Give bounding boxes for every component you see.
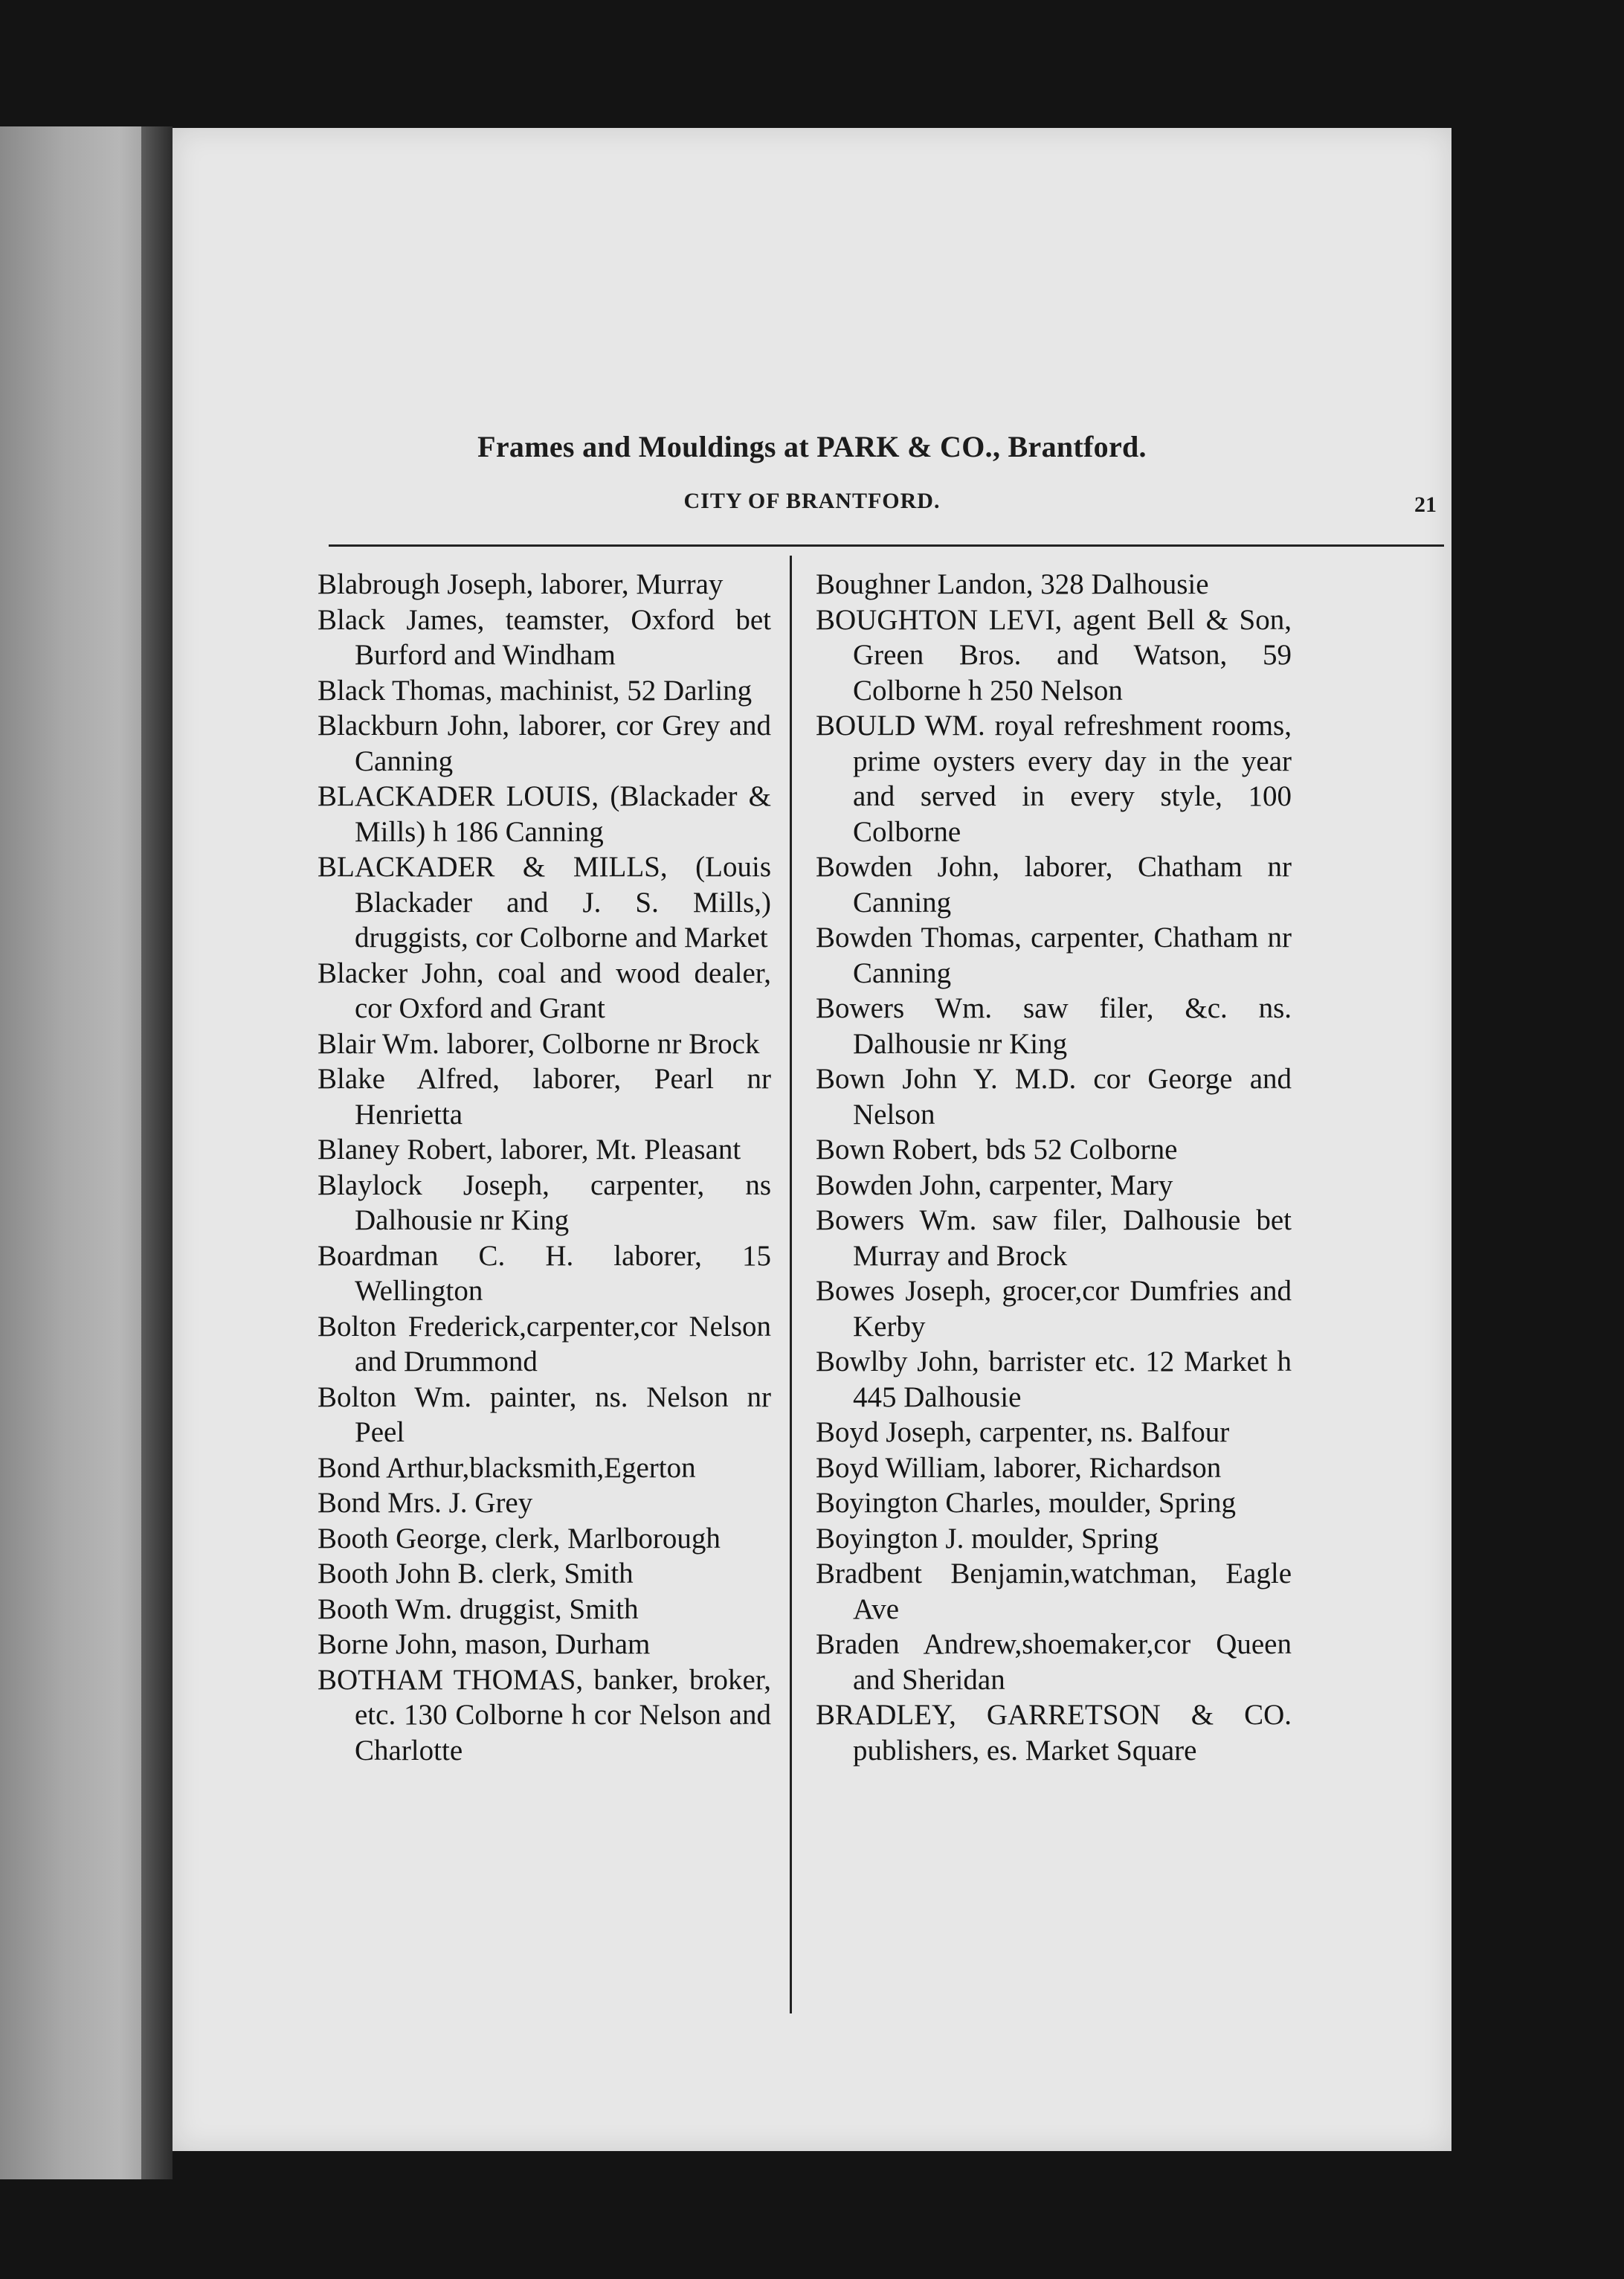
directory-entry: Bolton Frederick,carpenter,cor Nelson and Drummond [318, 1310, 771, 1378]
directory-entry: Bolton Wm. painter, ns. Nelson nr Peel [318, 1380, 771, 1448]
directory-entry: BOUGHTON LEVI, agent Bell & Son, Green Bros. and Watson, 59 Colborne h 250 Nelson [816, 603, 1292, 707]
directory-entry: Bowlby John, barrister etc. 12 Market h 445 Dalhousie [816, 1346, 1292, 1413]
left-column [318, 567, 771, 1768]
page-number: 21 [1414, 492, 1437, 517]
directory-entry: Blaney Robert, laborer, Mt. Pleasant [318, 1134, 741, 1166]
directory-entry: Boughner Landon, 328 Dalhousie [816, 568, 1209, 600]
directory-entry: Bowden Thomas, carpenter, Chatham nr Canning [816, 922, 1292, 989]
directory-entry: Blabrough Joseph, laborer, Murray [318, 568, 724, 600]
directory-entry: Boyington Charles, moulder, Spring [816, 1487, 1236, 1519]
column-divider [790, 556, 792, 2013]
directory-entry: Bown John Y. M.D. cor George and Nelson [816, 1063, 1292, 1131]
directory-entry: Blacker John, coal and wood dealer, cor Oxford and Grant [318, 957, 771, 1024]
directory-entry: Booth George, clerk, Marlborough [318, 1522, 721, 1555]
directory-entry: Bradbent Benjamin,watchman, Eagle Ave [816, 1558, 1292, 1625]
directory-entry: Bowden John, laborer, Chatham nr Canning [816, 851, 1292, 919]
directory-entry: BLACKADER LOUIS, (Blackader & Mills) h 186 Canning [318, 780, 771, 848]
directory-entry: Blair Wm. laborer, Colborne nr Brock [318, 1027, 760, 1060]
directory-entry: Blake Alfred, laborer, Pearl nr Henrietta [318, 1063, 771, 1131]
book-gutter [141, 126, 173, 2179]
facing-page [0, 126, 160, 2179]
directory-entry: BLACKADER & MILLS, (Louis Blackader and J. S. Mills,) druggists, cor Colborne and Market [318, 851, 771, 954]
directory-entry: Bond Arthur,blacksmith,Egerton [318, 1451, 696, 1484]
directory-entry: Blaylock Joseph, carpenter, ns Dalhousie nr King [318, 1169, 771, 1236]
section-title: CITY OF BRANTFORD. [683, 489, 941, 513]
directory-entry: Boyington J. moulder, Spring [816, 1522, 1159, 1555]
directory-entry: Bowers Wm. saw filer, &c. ns. Dalhousie nr King [816, 992, 1292, 1060]
directory-entry: Booth John B. clerk, Smith [318, 1558, 634, 1589]
directory-entry: Black James, teamster, Oxford bet Burford and Windham [318, 603, 771, 671]
running-advert: Frames and Mouldings at PARK & CO., Brantford. [477, 430, 1147, 463]
directory-entry: Boardman C. H. laborer, 15 Wellington [318, 1239, 771, 1307]
header-rule [329, 544, 1444, 547]
directory-entry: BOULD WM. royal refreshment rooms, prime oysters every day in the year and served in every style, 100 Colborne [816, 710, 1292, 848]
directory-entry: Bowes Joseph, grocer,cor Dumfries and Kerby [816, 1275, 1292, 1343]
right-column [816, 567, 1292, 1768]
directory-entry: Blackburn John, laborer, cor Grey and Canning [318, 710, 771, 777]
directory-entry: BOTHAM THOMAS, banker, broker, etc. 130 Colborne h cor Nelson and Charlotte [318, 1663, 771, 1767]
directory-entry: Bond Mrs. J. Grey [318, 1487, 533, 1519]
directory-page [173, 128, 1451, 2151]
directory-entry: Braden Andrew,shoemaker,cor Queen and Sheridan [816, 1628, 1292, 1696]
directory-entry: Boyd Joseph, carpenter, ns. Balfour [816, 1416, 1230, 1448]
directory-entry: BRADLEY, GARRETSON & CO. publishers, es. Market Square [816, 1699, 1292, 1767]
directory-entry: Bowden John, carpenter, Mary [816, 1169, 1173, 1201]
directory-entry: Bown Robert, bds 52 Colborne [816, 1134, 1178, 1166]
directory-entry: Boyd William, laborer, Richardson [816, 1451, 1222, 1484]
directory-entry: Bowers Wm. saw filer, Dalhousie bet Murray and Brock [816, 1204, 1292, 1272]
directory-entry: Booth Wm. druggist, Smith [318, 1592, 639, 1625]
directory-entry: Borne John, mason, Durham [318, 1628, 651, 1660]
directory-entry: Black Thomas, machinist, 52 Darling [318, 674, 753, 707]
